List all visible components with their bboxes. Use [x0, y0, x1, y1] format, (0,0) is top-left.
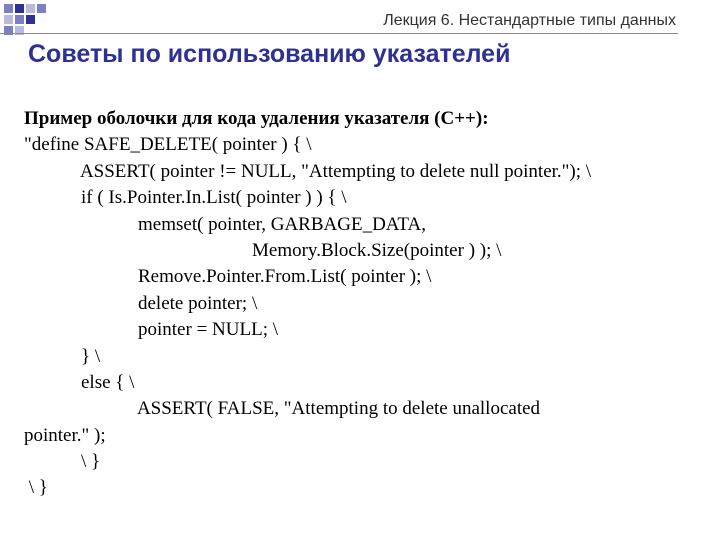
code-line: } \ — [24, 345, 101, 367]
slide-title: Советы по использованию указателей — [28, 40, 511, 68]
decorative-squares — [0, 0, 56, 40]
code-line: pointer = NULL; \ — [24, 319, 278, 341]
decor-square — [4, 4, 13, 13]
code-line: pointer." ); — [24, 424, 106, 446]
code-line: delete pointer; \ — [24, 292, 258, 314]
code-line: "define SAFE_DELETE( pointer ) { \ — [24, 134, 312, 156]
decor-square — [26, 4, 35, 13]
decor-square — [4, 15, 13, 24]
code-line: \ } — [24, 477, 48, 499]
decor-square — [15, 4, 24, 13]
decor-square — [26, 15, 35, 24]
code-line: ASSERT( FALSE, "Attempting to delete unallocated — [24, 398, 541, 420]
code-line: memset( pointer, GARBAGE_DATA, — [24, 213, 426, 235]
slide-body — [24, 106, 704, 502]
lecture-header: Лекция 6. Нестандартные типы данных — [383, 12, 676, 29]
code-line: if ( Is.Pointer.In.List( pointer ) ) { \ — [24, 187, 347, 209]
code-line: Remove.Pointer.From.List( pointer ); \ — [24, 266, 432, 288]
code-line: ASSERT( pointer != NULL, "Attempting to delete null pointer."); \ — [24, 160, 592, 182]
decor-square — [37, 4, 46, 13]
code-line: Memory.Block.Size(pointer ) ); \ — [24, 239, 502, 261]
header-divider — [0, 33, 678, 34]
code-line: else { \ — [24, 371, 135, 393]
code-line: \ } — [24, 451, 101, 473]
body-heading: Пример оболочки для кода удаления указателя (С++): — [24, 108, 489, 129]
decor-square — [15, 15, 24, 24]
